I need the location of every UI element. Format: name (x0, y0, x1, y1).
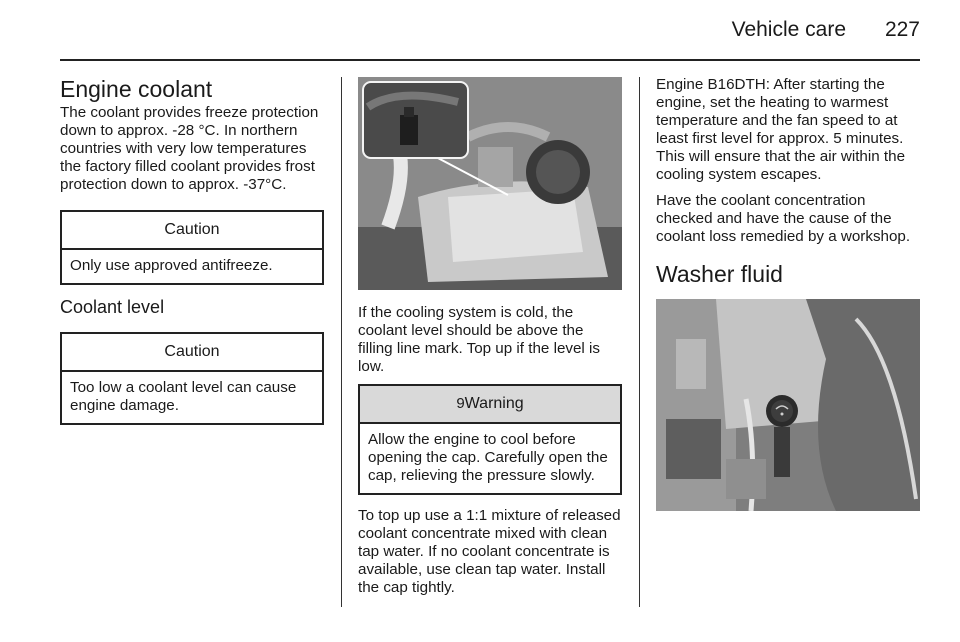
column-3 (656, 75, 922, 511)
warning-heading-row (360, 386, 620, 424)
caution-box-antifreeze (60, 210, 324, 285)
washer-fluid-photo (656, 299, 920, 511)
caution-text: Too low a coolant level can cause engine damage. (70, 379, 297, 414)
top-up-text: To top up use a 1:1 mixture of released coolant concentrate mixed with clean tap water. If no coolant concentrate is available, use clean tap water. Install the cap tightly. (358, 507, 621, 596)
engine-compartment-photo (358, 77, 622, 290)
washer-fluid-heading: Washer fluid (656, 261, 783, 287)
section-title: Vehicle care (731, 18, 846, 41)
engine-b16dth-text: Engine B16DTH: After starting the engine, set the heating to warmest temperature and the fan speed to at least first level for approx. 5 minutes. This will ensure that the air within the cooling system escapes. (656, 76, 906, 183)
warning-triangle-icon: 9 (456, 395, 465, 412)
warning-heading: Warning (464, 395, 524, 412)
column-divider-left (341, 77, 342, 607)
caution-text: Only use approved antifreeze. (70, 257, 273, 274)
page-number: 227 (884, 18, 920, 41)
coolant-concentration-text: Have the coolant concentration checked and have the cause of the coolant loss remedied by a workshop. (656, 192, 911, 245)
column-2 (358, 75, 622, 597)
washer-reservoir-illustration (656, 299, 920, 511)
header-rule (60, 59, 920, 61)
coolant-reservoir-illustration (358, 77, 622, 290)
column-1 (60, 75, 324, 425)
caution-box-level (60, 332, 324, 425)
coolant-intro-text: The coolant provides freeze protection down to approx. -28 °C. In northern countries with very low temperatures the factory filled coolant provides frost protection down to approx. -37°C. (60, 104, 319, 193)
caution-heading: Caution (62, 212, 322, 250)
cooling-system-text: If the cooling system is cold, the coolant level should be above the filling line mark. Top up if the level is low. (358, 304, 600, 375)
warning-text: Allow the engine to cool before opening the cap. Carefully open the cap, relieving the pressure slowly. (368, 431, 608, 484)
caution-heading: Caution (62, 334, 322, 372)
page-header (60, 14, 920, 58)
engine-coolant-heading: Engine coolant (60, 76, 213, 102)
coolant-level-heading: Coolant level (60, 297, 165, 317)
warning-box (358, 384, 622, 495)
column-divider-right (639, 77, 640, 607)
